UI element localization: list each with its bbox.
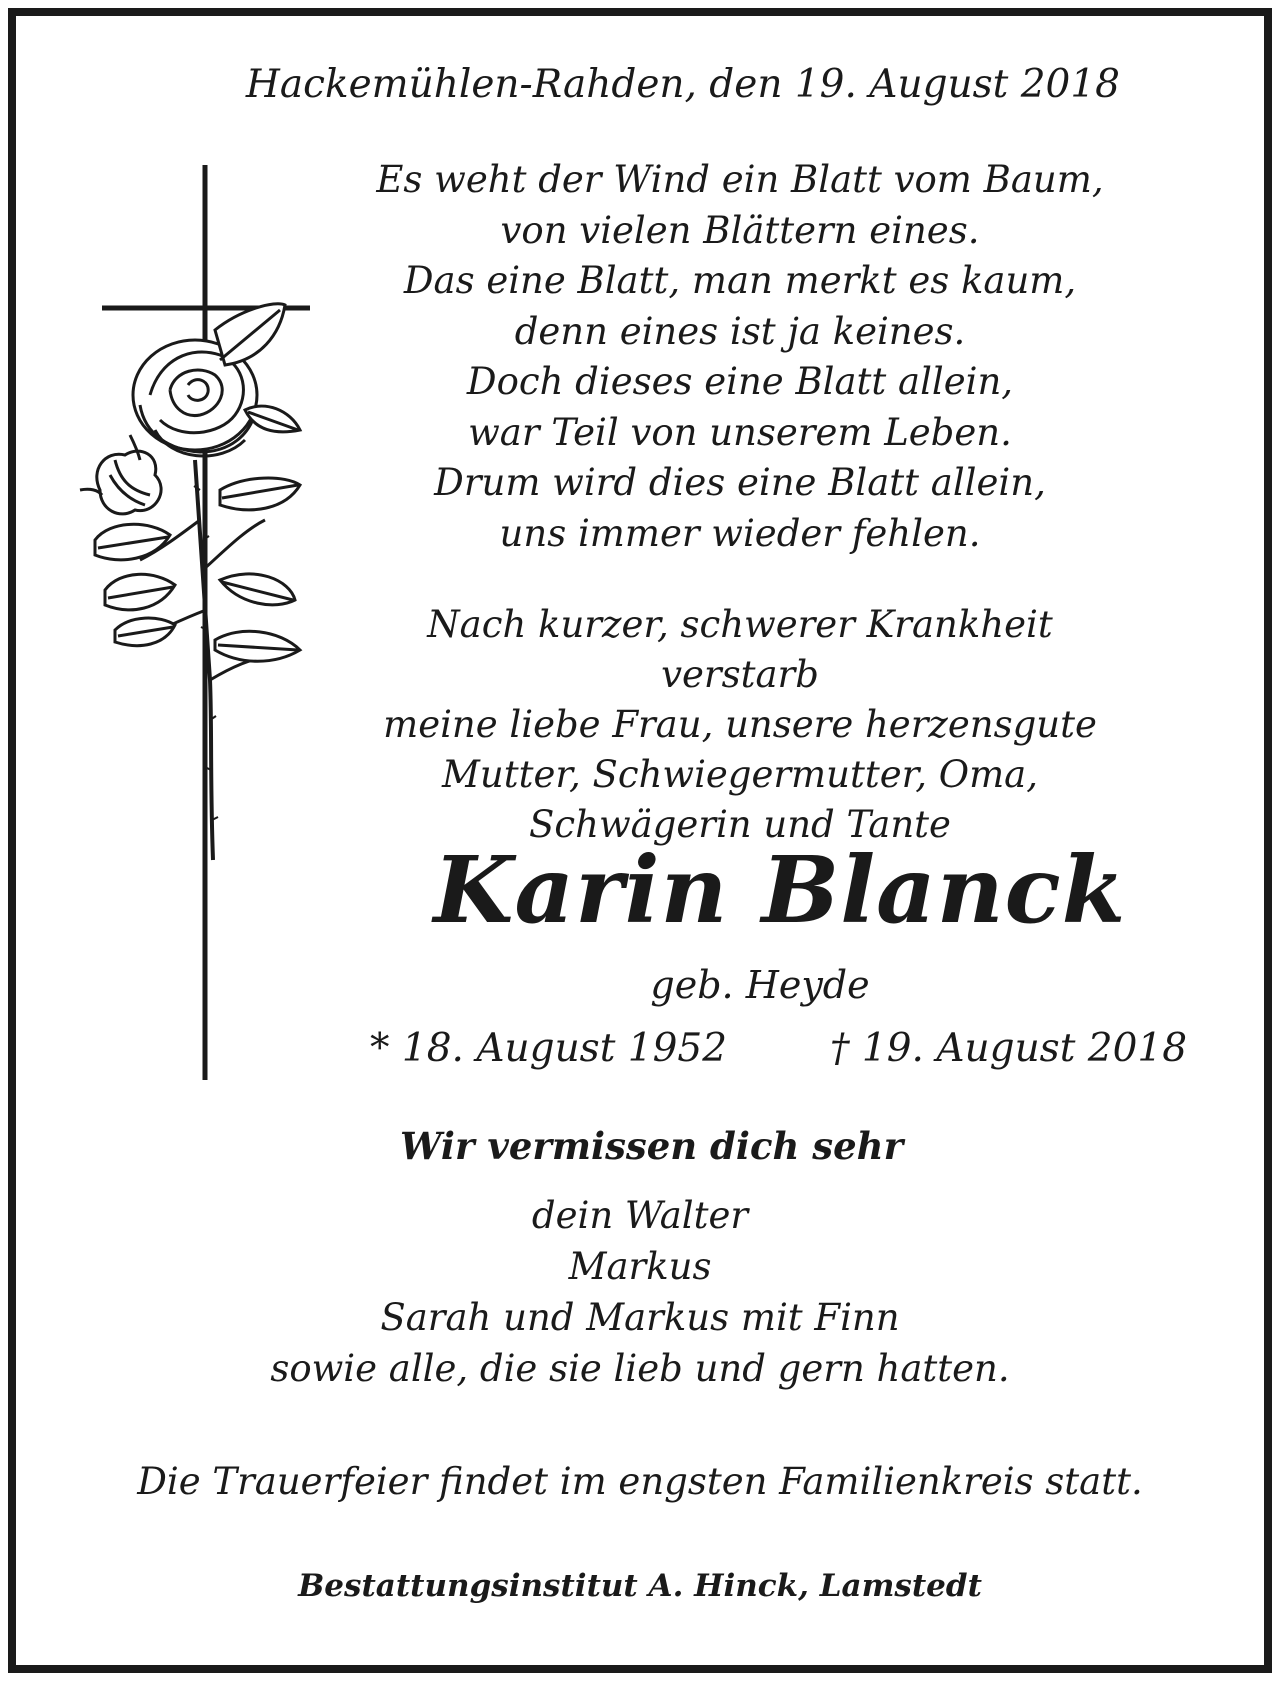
funeral-home: Bestattungsinstitut A. Hinck, Lamstedt	[298, 1568, 982, 1604]
cross-with-rose-icon	[60, 160, 340, 1080]
poem-line: war Teil von unserem Leben.	[468, 410, 1012, 454]
poem-line: von vielen Blättern eines.	[500, 208, 980, 252]
place-and-date: Hackemühlen-Rahden, den 19. August 2018	[245, 62, 1120, 107]
poem-line: denn eines ist ja keines.	[514, 309, 966, 353]
intro-line: Nach kurzer, schwerer Krankheit verstarb	[427, 603, 1053, 696]
mourners-list	[220, 1190, 1060, 1394]
birth-date: * 18. August 1952	[370, 1026, 728, 1071]
poem	[340, 155, 1140, 559]
intro-line: Mutter, Schwiegermutter, Oma,	[442, 753, 1038, 796]
intro-line: meine liebe Frau, unsere herzensgute	[383, 703, 1097, 746]
farewell-message: Wir vermissen dich sehr	[400, 1124, 904, 1168]
ceremony-note: Die Trauerfeier findet im engsten Familienkreis statt.	[137, 1460, 1143, 1503]
mourner-line: sowie alle, die sie lieb und gern hatten.	[270, 1347, 1010, 1390]
deceased-name: Karin Blanck	[433, 836, 1127, 944]
death-date: † 19. August 2018	[830, 1026, 1188, 1071]
maiden-name: geb. Heyde	[650, 963, 870, 1007]
mourner-line: Sarah und Markus mit Finn	[380, 1296, 900, 1339]
poem-line: Drum wird dies eine Blatt allein,	[434, 461, 1046, 504]
poem-line: uns immer wieder fehlen.	[499, 511, 981, 555]
poem-line: Doch dieses eine Blatt allein,	[466, 360, 1014, 403]
mourner-line: dein Walter	[531, 1194, 749, 1237]
mourner-line: Markus	[568, 1245, 712, 1288]
poem-line: Das eine Blatt, man merkt es kaum,	[403, 259, 1077, 302]
poem-line: Es weht der Wind ein Blatt vom Baum,	[376, 158, 1104, 201]
intro-line: Schwägerin und Tante	[529, 803, 951, 846]
death-announcement-text	[360, 600, 1120, 850]
